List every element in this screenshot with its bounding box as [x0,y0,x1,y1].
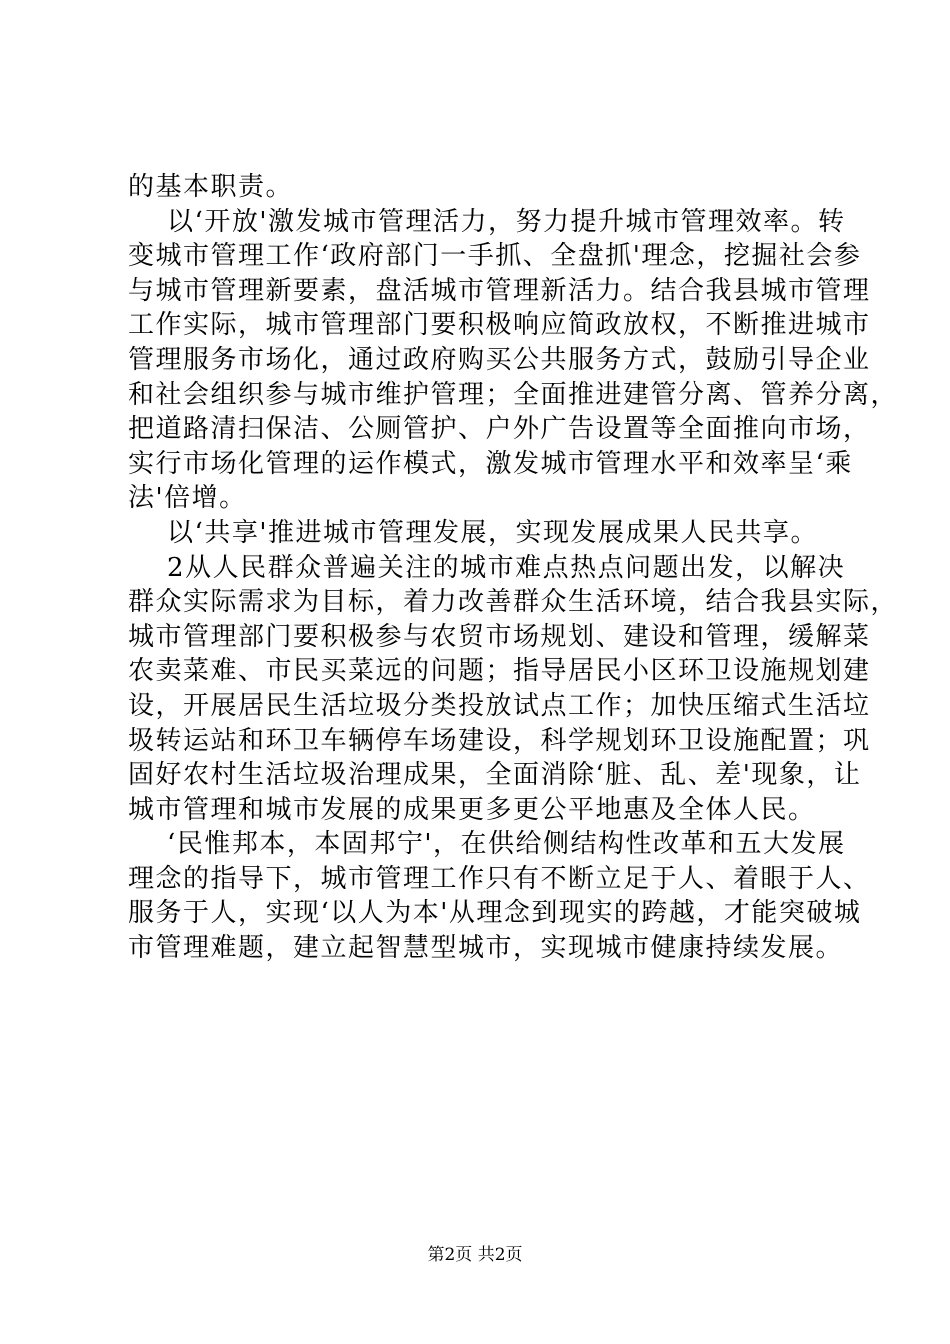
text-line: 农卖菜难、市民买菜远的问题；指导居民小区环卫设施规划建 [128,656,871,687]
text-line: 服务于人，实现‘以人为本'从理念到现实的跨越，才能突破城 [128,898,862,929]
text-line: 与城市管理新要素，盘活城市管理新活力。结合我县城市管理 [128,275,871,306]
text-line: 城市管理部门要积极参与农贸市场规划、建设和管理，缓解菜 [128,621,871,652]
text-line: 群众实际需求为目标，着力改善群众生活环境，结合我县实际， [128,587,899,618]
text-line: 2从人民群众普遍关注的城市难点热点问题出发，以解决 [128,552,846,583]
text-line: 的基本职责。 [128,172,294,202]
text-line: 固好农村生活垃圾治理成果，全面消除‘脏、乱、差'现象，让 [128,760,862,791]
text-line: 以‘开放'激发城市管理活力，努力提升城市管理效率。转 [128,206,846,237]
page-number-footer: 第2页 共2页 [427,1245,523,1265]
text-line: 以‘共享'推进城市管理发展，实现发展成果人民共享。 [128,517,818,548]
text-line: 法'倍增。 [128,483,247,514]
text-line: 管理服务市场化，通过政府购买公共服务方式，鼓励引导企业 [128,344,871,375]
text-line: ‘民惟邦本，本固邦宁'，在供给侧结构性改革和五大发展 [128,829,846,860]
text-line: 城市管理和城市发展的成果更多更公平地惠及全体人民。 [128,794,816,825]
text-line: 实行市场化管理的运作模式，激发城市管理水平和效率呈‘乘 [128,448,853,479]
text-line: 理念的指导下，城市管理工作只有不断立足于人、着眼于人、 [128,863,871,894]
text-line: 圾转运站和环卫车辆停车场建设，科学规划环卫设施配置；巩 [128,725,871,756]
text-line: 和社会组织参与城市维护管理；全面推进建管分离、管养分离， [128,379,899,410]
text-line: 把道路清扫保洁、公厕管护、户外广告设置等全面推向市场， [128,414,871,445]
text-line: 市管理难题，建立起智慧型城市，实现城市健康持续发展。 [128,933,844,964]
text-line: 工作实际，城市管理部门要积极响应简政放权，不断推进城市 [128,310,871,341]
text-line: 变城市管理工作‘政府部门一手抓、全盘抓'理念，挖掘社会参 [128,241,862,272]
text-line: 设，开展居民生活垃圾分类投放试点工作；加快压缩式生活垃 [128,690,871,721]
body-text [128,170,899,966]
